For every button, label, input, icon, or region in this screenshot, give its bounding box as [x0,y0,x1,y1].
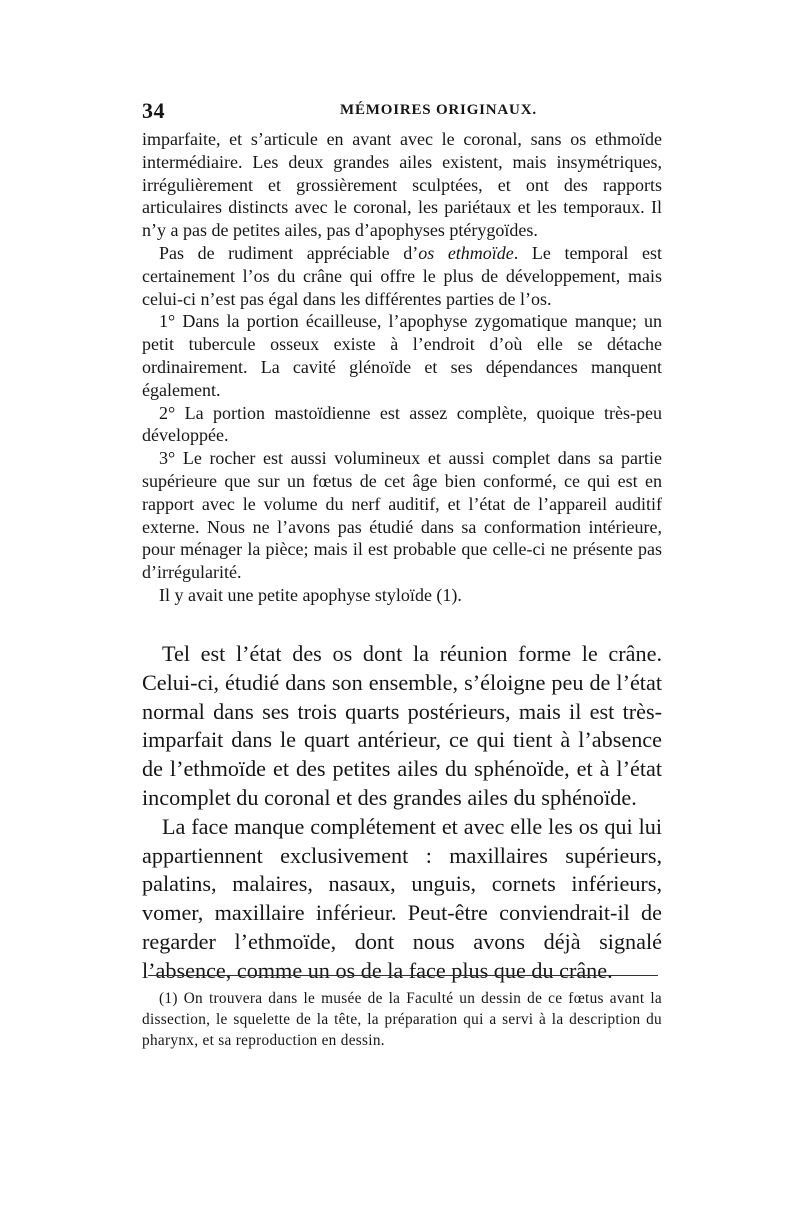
footnote-divider [148,975,658,976]
paragraph-squamous-portion: 1° Dans la portion écailleuse, l’apophyse zygomatique manque; un petit tubercule osseux existe à l’endroit d’où elle se détache ordinairement. La cavité glénoïde et ses dépendances manquent également. [142,311,662,400]
paragraph-sphenoid-continuation: imparfaite, et s’articule en avant avec le coronal, sans os ethmoïde intermédiaire. Les deux grandes ailes existent, mais insymétriques, irrégulièrement et grossièrement sculptées, et ont des rapports articulaires distincts avec le coronal, les pariétaux et les temporaux. Il n’y a pas de petites ailes, pas d’apophyses ptérygoïdes. [142,129,662,241]
paragraph-petrous-portion: 3° Le rocher est aussi volumineux et aussi complet dans sa partie supérieure que sur un fœtus de cet âge bien conformé, ce qui est en rapport avec le volume du nerf auditif, et l’état de l’appareil auditif externe. Nous ne l’avons pas étudié dans sa conformation intérieure, pour ménager la pièce; mais il est probable que celle-ci ne présente pas d’irrégularité. [142,448,662,583]
footnote [142,988,662,1051]
small-print-section [142,128,662,607]
running-head: MÉMOIRES ORIGINAUX. [340,102,537,118]
paragraph-ethmoid-temporal [142,242,662,310]
paragraph-skull-state: Tel est l’état des os dont la réunion forme le crâne. Celui-ci, étudié dans son ensemble, s’éloigne peu de l’état normal dans ses trois quarts postérieurs, mais il est très-imparfait dans le quart antérieur, ce qui tient à l’absence de l’ethmoïde et des petites ailes du sphénoïde, et à l’état incomplet du coronal et des grandes ailes du sphénoïde. [142,641,662,810]
paragraph-text: Pas de rudiment appréciable d’ [159,242,419,263]
paragraph-mastoid-portion: 2° La portion mastoïdienne est assez complète, quoique très-peu développée. [142,402,662,446]
italic-term: os ethmoïde [418,242,514,263]
footnote-text: (1) On trouvera dans le musée de la Faculté un dessin de ce fœtus avant la dissection, le squelette de la tête, la préparation qui a servi à la description du pharynx, et sa reproduction en dessin. [142,990,662,1049]
paragraph-styloid: Il y avait une petite apophyse styloïde (1). [159,584,462,605]
paragraph-text: . Le temporal est certainement l’os du crâne qui offre le plus de développement, mais celui-ci n’est pas égal dans les différentes parties de l’os. [142,242,662,309]
large-print-section [142,640,662,986]
paragraph-face-missing: La face manque complétement et avec elle les os qui lui appartiennent exclusivement : maxillaires supérieurs, palatins, malaires, nasaux, unguis, cornets inférieurs, vomer, maxillaire inférieur. Peut-être conviendrait-il de regarder l’ethmoïde, dont nous avons déjà signalé l’absence, comme un os de la face plus que du crâne. [142,813,662,983]
page-header [142,98,662,122]
page-number: 34 [142,98,165,123]
